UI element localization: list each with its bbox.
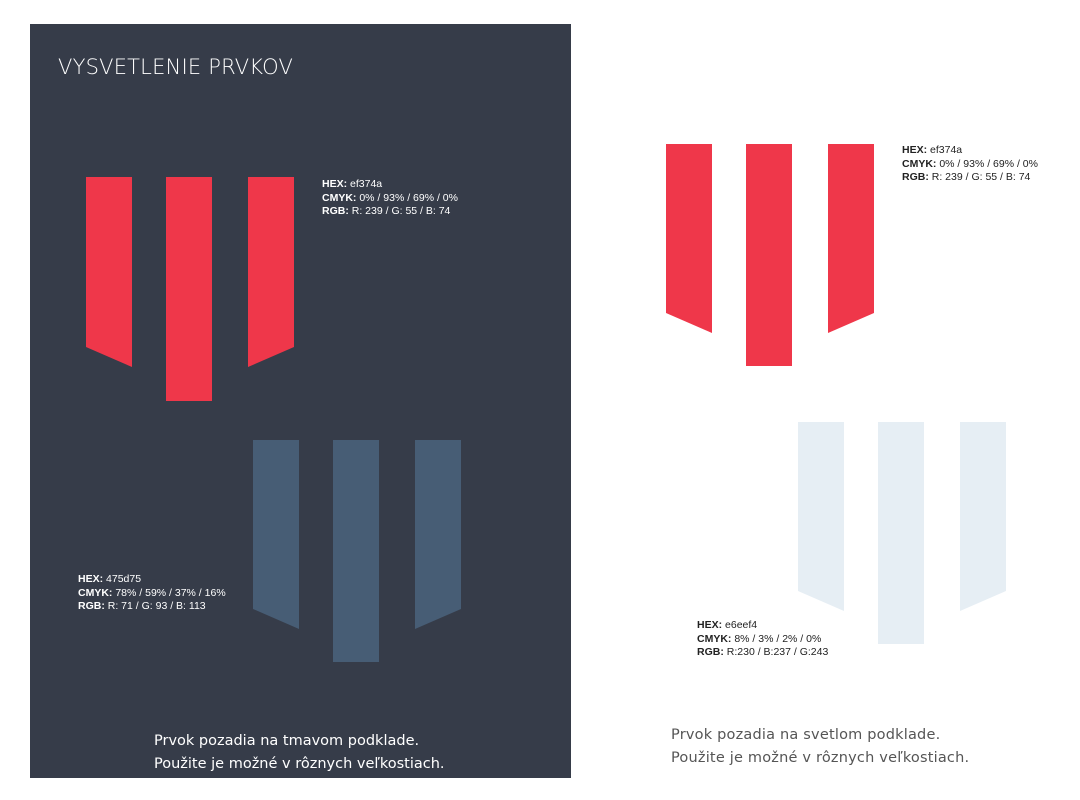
cmyk-line: CMYK: 0% / 93% / 69% / 0% [322,191,458,204]
color-spec-red-light [902,144,1038,185]
page-title: VYSVETLENIE PRVKOV [58,55,294,79]
emblem-light-on-light [798,422,1008,646]
caption-dark [154,730,445,776]
caption-light [671,724,969,770]
color-spec-slate [78,573,226,614]
emblem-red-on-light [666,144,876,368]
emblem-bar-left [666,144,712,333]
emblem-bar-center [878,422,924,644]
cmyk-line: CMYK: 8% / 3% / 2% / 0% [697,632,822,645]
hex-line: HEX: ef374a [322,178,383,190]
emblem-bar-right [248,177,294,367]
rgb-line: RGB: R: 239 / G: 55 / B: 74 [322,205,451,217]
color-spec-light [697,619,828,660]
color-spec-red-dark [322,178,458,219]
hex-line: HEX: 475d75 [78,573,142,585]
hex-line: HEX: ef374a [902,144,963,156]
emblem-bar-left [798,422,844,611]
emblem-bar-right [415,440,461,629]
emblem-bar-center [166,177,212,401]
caption-line-1: Prvok pozadia na tmavom podklade. [154,733,420,749]
emblem-bar-center [333,440,379,662]
emblem-red-on-dark [86,177,296,403]
caption-line-1: Prvok pozadia na svetlom podklade. [671,727,941,743]
hex-line: HEX: e6eef4 [697,619,758,631]
rgb-line: RGB: R: 239 / G: 55 / B: 74 [902,171,1031,183]
rgb-line: RGB: R: 71 / G: 93 / B: 113 [78,600,206,612]
emblem-bar-right [828,144,874,333]
cmyk-line: CMYK: 0% / 93% / 69% / 0% [902,157,1038,170]
emblem-bar-center [746,144,792,366]
emblem-slate-on-dark [253,440,463,664]
rgb-line: RGB: R:230 / B:237 / G:243 [697,646,829,658]
emblem-bar-left [253,440,299,629]
cmyk-line: CMYK: 78% / 59% / 37% / 16% [78,586,226,599]
caption-line-2: Použite je možné v rôznych veľkostiach. [154,756,445,772]
caption-line-2: Použite je možné v rôznych veľkostiach. [671,750,970,766]
emblem-bar-right [960,422,1006,611]
emblem-bar-left [86,177,132,367]
